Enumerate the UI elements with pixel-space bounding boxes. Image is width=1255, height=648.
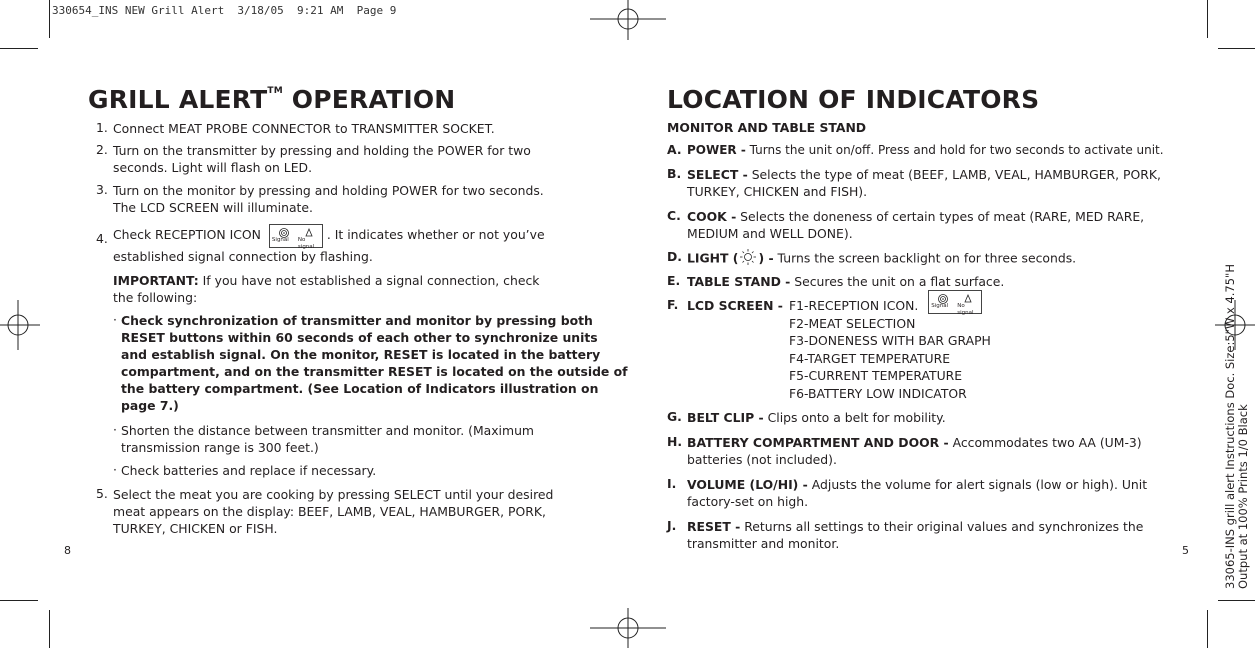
registration-mark-bottom bbox=[590, 608, 666, 648]
step-text: Connect MEAT PROBE CONNECTOR to TRANSMITTER SOCKET. bbox=[113, 121, 495, 136]
registration-mark-left bbox=[0, 300, 40, 350]
indicator-item: POWER - Turns the unit on/off. Press and hold for two seconds to activate unit. bbox=[687, 143, 1164, 157]
bullet-dot: · bbox=[113, 422, 117, 437]
step-text: Turn on the transmitter by pressing and holding the POWER for two seconds. Light will flash on LED. bbox=[113, 143, 531, 175]
sun-icon bbox=[739, 249, 757, 269]
print-slug: 330654_INS NEW Grill Alert 3/18/05 9:21 AM Page 9 bbox=[52, 4, 397, 17]
section-subtitle: MONITOR AND TABLE STAND bbox=[667, 120, 867, 135]
lcd-screen-list: F1-RECEPTION ICON. Signal No signal F2-MEAT SELECTION F3-DONENESS WITH BAR GRAPH F4-TARGET TEMPERATURE F5-CURRENT TEMPERATURE F6-BATTERY LOW INDICATOR bbox=[789, 297, 991, 402]
item-letter: D. bbox=[667, 249, 682, 264]
reception-icon bbox=[928, 290, 982, 314]
step-text: Select the meat you are cooking by pressing SELECT until your desired meat appears on the display: BEEF, LAMB, VEAL, HAMBURGER, PORK, TURKEY, CHICKEN or FISH. bbox=[113, 487, 554, 536]
indicator-item: VOLUME (LO/HI) - Adjusts the volume for alert signals (low or high). Unit factory-set on high. bbox=[687, 477, 1148, 509]
bullet-item: Check batteries and replace if necessary. bbox=[121, 463, 377, 478]
step-text: Check RECEPTION ICON Signal No signal . It indicates whether or not you’ve established signal connection by flashing. bbox=[113, 222, 545, 265]
step-number: 2. bbox=[96, 142, 108, 157]
bullet-item: Shorten the distance between transmitter and monitor. (Maximum transmission range is 300 feet.) bbox=[121, 423, 534, 455]
step-number: 3. bbox=[96, 182, 108, 197]
crop-mark bbox=[1218, 600, 1255, 601]
item-letter: H. bbox=[667, 434, 683, 449]
crop-mark bbox=[1207, 610, 1208, 648]
indicator-item: TABLE STAND - Secures the unit on a flat surface. bbox=[687, 274, 1005, 289]
registration-mark-top bbox=[590, 0, 666, 40]
important-note: IMPORTANT: If you have not established a signal connection, check the following: bbox=[113, 273, 540, 305]
page-number-right: 5 bbox=[1182, 544, 1189, 557]
page-title-right: LOCATION OF INDICATORS bbox=[667, 85, 1040, 114]
item-letter: G. bbox=[667, 409, 682, 424]
bullet-dot: · bbox=[113, 312, 117, 327]
no-signal-label: No signal bbox=[957, 303, 974, 316]
item-letter: I. bbox=[667, 476, 677, 491]
signal-label: Signal bbox=[931, 303, 949, 309]
crop-mark bbox=[0, 600, 38, 601]
indicator-item: SELECT - Selects the type of meat (BEEF, LAMB, VEAL, HAMBURGER, PORK, TURKEY, CHICKEN and FISH). bbox=[687, 167, 1161, 199]
side-print-note: 33065-INS grill alert Instructions Doc. Size:5"W x 4.75"H Output at 100% Prints 1/0 Black bbox=[1223, 264, 1250, 589]
indicator-item: RESET - Returns all settings to their original values and synchronizes the transmitter and monitor. bbox=[687, 519, 1144, 551]
page-title-left: GRILL ALERT™ OPERATION bbox=[88, 85, 456, 114]
signal-label: Signal bbox=[271, 236, 289, 243]
item-letter: B. bbox=[667, 166, 682, 181]
item-letter: C. bbox=[667, 208, 681, 223]
item-letter: J. bbox=[667, 518, 677, 533]
indicator-item: BELT CLIP - Clips onto a belt for mobility. bbox=[687, 410, 946, 425]
crop-mark bbox=[0, 48, 38, 49]
indicator-item: COOK - Selects the doneness of certain types of meat (RARE, MED RARE, MEDIUM and WELL DONE). bbox=[687, 209, 1145, 241]
item-letter: F. bbox=[667, 297, 679, 312]
step-number: 5. bbox=[96, 486, 108, 501]
crop-mark bbox=[49, 610, 50, 648]
item-letter: A. bbox=[667, 142, 682, 157]
step-number: 4. bbox=[96, 231, 108, 246]
item-letter: E. bbox=[667, 273, 681, 288]
no-signal-label: No signal bbox=[297, 236, 315, 250]
step-number: 1. bbox=[96, 120, 108, 135]
indicator-label: LCD SCREEN - bbox=[687, 298, 783, 313]
page-number-left: 8 bbox=[64, 544, 71, 557]
bullet-item: Check synchronization of transmitter and monitor by pressing both RESET buttons within 60 seconds of each other to synchronize units and establish signal. On the monitor, RESET is located in the battery compartment, and on the transmitter RESET is located on the outside of the battery compartment. (See Location of Indicators illustration on page 7.) bbox=[121, 313, 628, 413]
crop-mark bbox=[1218, 48, 1255, 49]
crop-mark bbox=[49, 0, 50, 38]
step-text: Turn on the monitor by pressing and holding POWER for two seconds. The LCD SCREEN will illuminate. bbox=[113, 183, 544, 215]
reception-icon bbox=[269, 224, 323, 248]
indicator-item: LIGHT ( ) - Turns the screen backlight on for three seconds. bbox=[687, 249, 1076, 269]
bullet-dot: · bbox=[113, 462, 117, 477]
indicator-item: BATTERY COMPARTMENT AND DOOR - Accommodates two AA (UM-3) batteries (not included). bbox=[687, 435, 1142, 467]
crop-mark bbox=[1207, 0, 1208, 38]
